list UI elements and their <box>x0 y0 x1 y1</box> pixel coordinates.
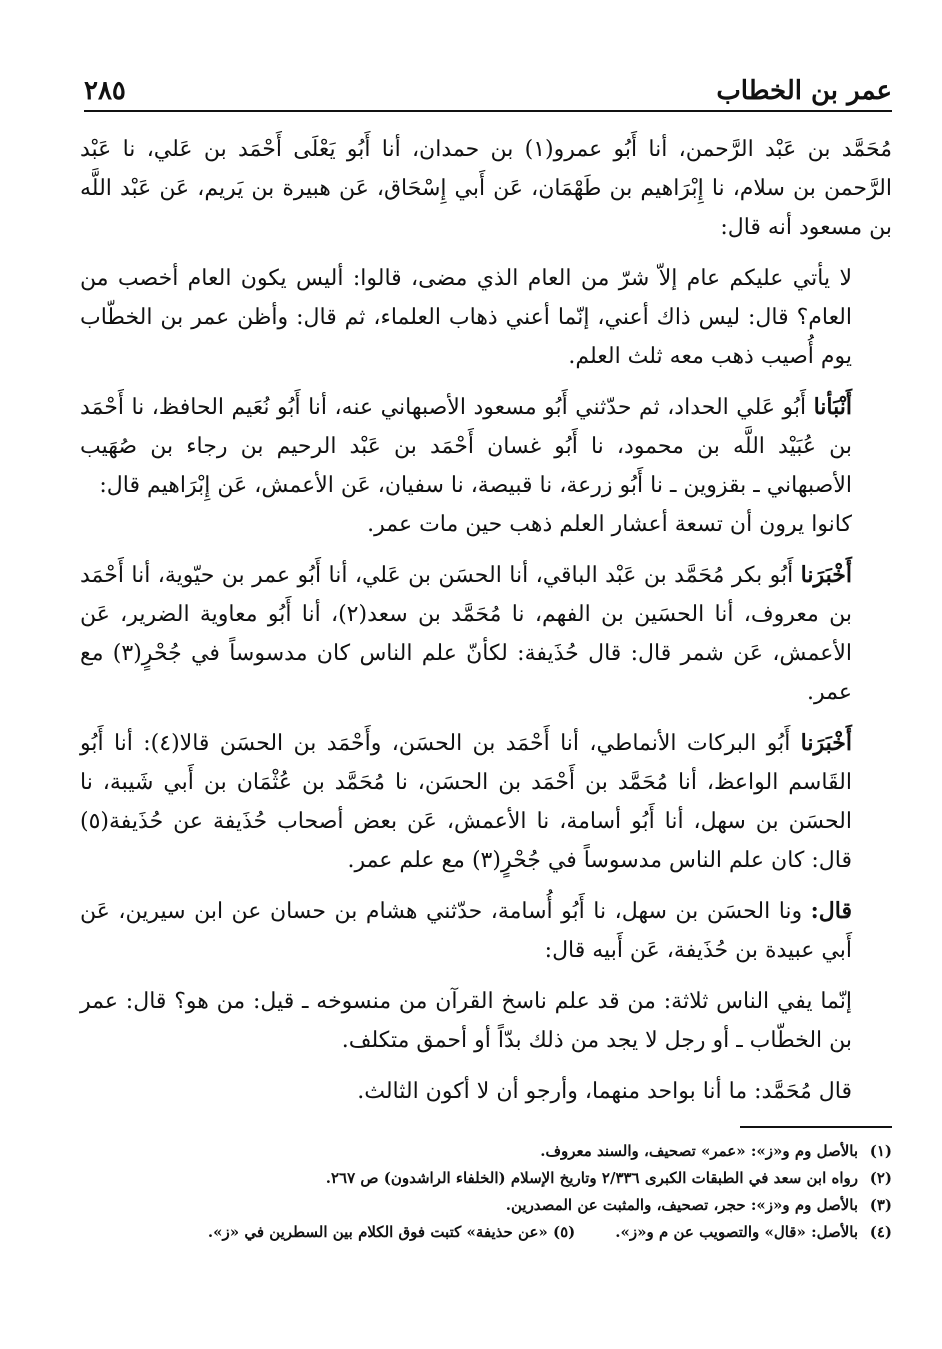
paragraph <box>80 505 892 544</box>
paragraph-text: قال مُحَمَّد: ما أنا بواحد منهما، وأرجو أن لا أكون الثالث. <box>357 1079 852 1104</box>
paragraph-lead: أَنْبَأنا <box>813 394 852 420</box>
footnote-rule <box>740 1126 892 1128</box>
footnote-number: (٤) <box>869 1223 892 1241</box>
header-rule <box>84 110 892 112</box>
footnote-number: (٣) <box>869 1196 892 1214</box>
paragraph <box>80 892 892 970</box>
footnote-number: (٥) <box>553 1223 576 1241</box>
paragraph-lead: أَخْبَرَنا <box>800 562 852 588</box>
paragraph-text: مُحَمَّد بن عَبْد الرَّحمن، أنا أَبُو عمرو(١) بن حمدان، أنا أَبُو يَعْلَى أَحْمَد بن عَلي، نا عَبْد الرَّحمن بن سلام، نا إِبْرَاهيم بن طَهْمَان، عَن أَبي إِسْحَاق، عَن هبيرة بن يَريم، عَن عَبْد اللَّه بن مسعود أنه قال: <box>80 137 892 240</box>
paragraph <box>80 556 892 712</box>
footnote-number: (٢) <box>869 1169 892 1187</box>
running-title: عمر بن الخطاب <box>716 76 892 106</box>
footnote-text: بالأصل وم و«ز»: «عمر» تصحيف، والسند معروف. <box>540 1142 858 1160</box>
main-text <box>80 130 892 1111</box>
paragraph-lead: أَخْبَرَنا <box>800 730 852 756</box>
page-number: ٢٨٥ <box>84 76 126 106</box>
paragraph-text: كانوا يرون أن تسعة أعشار العلم ذهب حين مات عمر. <box>367 512 852 537</box>
footnote <box>110 1192 892 1219</box>
footnote-text: بالأصل وم و«ز»: حجر، تصحيف، والمثبت عن المصدرين. <box>505 1196 858 1214</box>
footnote-text: رواه ابن سعد في الطبقات الكبرى ٢/٣٣٦ وتاريخ الإسلام (الخلفاء الراشدون) ص ٢٦٧. <box>325 1169 858 1187</box>
paragraph-text: لا يأتي عليكم عام إلاّ شرّ من العام الذي مضى، قالوا: أليس يكون العام أخصب من العام؟ قال: ليس ذاك أعني، إنّما أعني ذهاب العلماء، ثم قال: وأظن عمر بن الخطّاب يوم أُصيب ذهب معه ثلث العلم. <box>80 266 852 369</box>
paragraph <box>80 130 892 247</box>
footnote-number: (١) <box>869 1142 892 1160</box>
footnote-text: بالأصل: «قال» والتصويب عن م و«ز». <box>615 1223 858 1241</box>
footnote <box>110 1219 892 1246</box>
paragraph <box>80 982 892 1060</box>
paragraph-text: إنّما يفي الناس ثلاثة: من قد علم ناسخ القرآن من منسوخه ـ قيل: من هو؟ قال: عمر بن الخطّاب ـ أو رجل لا يجد من ذلك بدّاً أو أحمق متكلف. <box>80 989 852 1053</box>
paragraph-text: ونا الحسَن بن سهل، نا أَبُو أُسامة، حدّثني هشام بن حسان عن ابن سيرين، عَن أَبي عبيدة بن حُذَيفة، عَن أَبيه قال: <box>80 899 852 963</box>
paragraph <box>80 724 892 880</box>
paragraph-text: أَبُو البركات الأنماطي، أنا أَحْمَد بن الحسَن، وأَحْمَد بن الحسَن قالا(٤): أنا أَبُو القَاسم الواعظ، أنا مُحَمَّد بن أَحْمَد بن الحسَن، نا مُحَمَّد بن عُثْمَان بن أَبي شَيبة، نا الحسَن بن سهل، أنا أَبُو أسامة، نا الأعمش، عَن بعض أصحاب حُذَيفة عن حُذَيفة(٥) قال: كان علم الناس مدسوساً في جُحْرٍ(٣) مع علم عمر. <box>80 731 852 873</box>
paragraph <box>80 259 892 376</box>
footnote <box>110 1138 892 1165</box>
footnote <box>110 1165 892 1192</box>
paragraph-text: أَبُو بكر مُحَمَّد بن عَبْد الباقي، أنا الحسَن بن عَلي، أنا أَبُو عمر بن حيّوية، أنا أَحْمَد بن معروف، أنا الحسَين بن الفهم، نا مُحَمَّد بن سعد(٢)، أنا أَبُو معاوية الضرير، عَن الأعمش، عَن شمر قال: قال حُذَيفة: لكأنّ علم الناس كان مدسوساً في جُحْرٍ(٣) مع عمر. <box>80 563 852 705</box>
paragraph <box>80 1072 892 1111</box>
footnotes <box>110 1138 892 1246</box>
paragraph-text: أَبُو عَلي الحداد، ثم حدّثني أَبُو مسعود الأصبهاني عنه، أنا أَبُو نُعَيم الحافظ، نا أَحْمَد بن عُبَيْد اللَّه بن محمود، نا أَبُو غسان أَحْمَد بن عَبْد الرحيم بن رجاء بن صُهَيب الأصبهاني ـ بقزوين ـ نا أَبُو زرعة، نا قبيصة، نا سفيان، عَن الأعمش، عَن إِبْرَاهيم قال: <box>80 395 853 498</box>
paragraph <box>80 388 892 505</box>
paragraph-lead: قال: <box>810 898 852 924</box>
footnote-text: «عن حذيفة» كتبت فوق الكلام بين السطرين في «ز». <box>207 1223 548 1241</box>
